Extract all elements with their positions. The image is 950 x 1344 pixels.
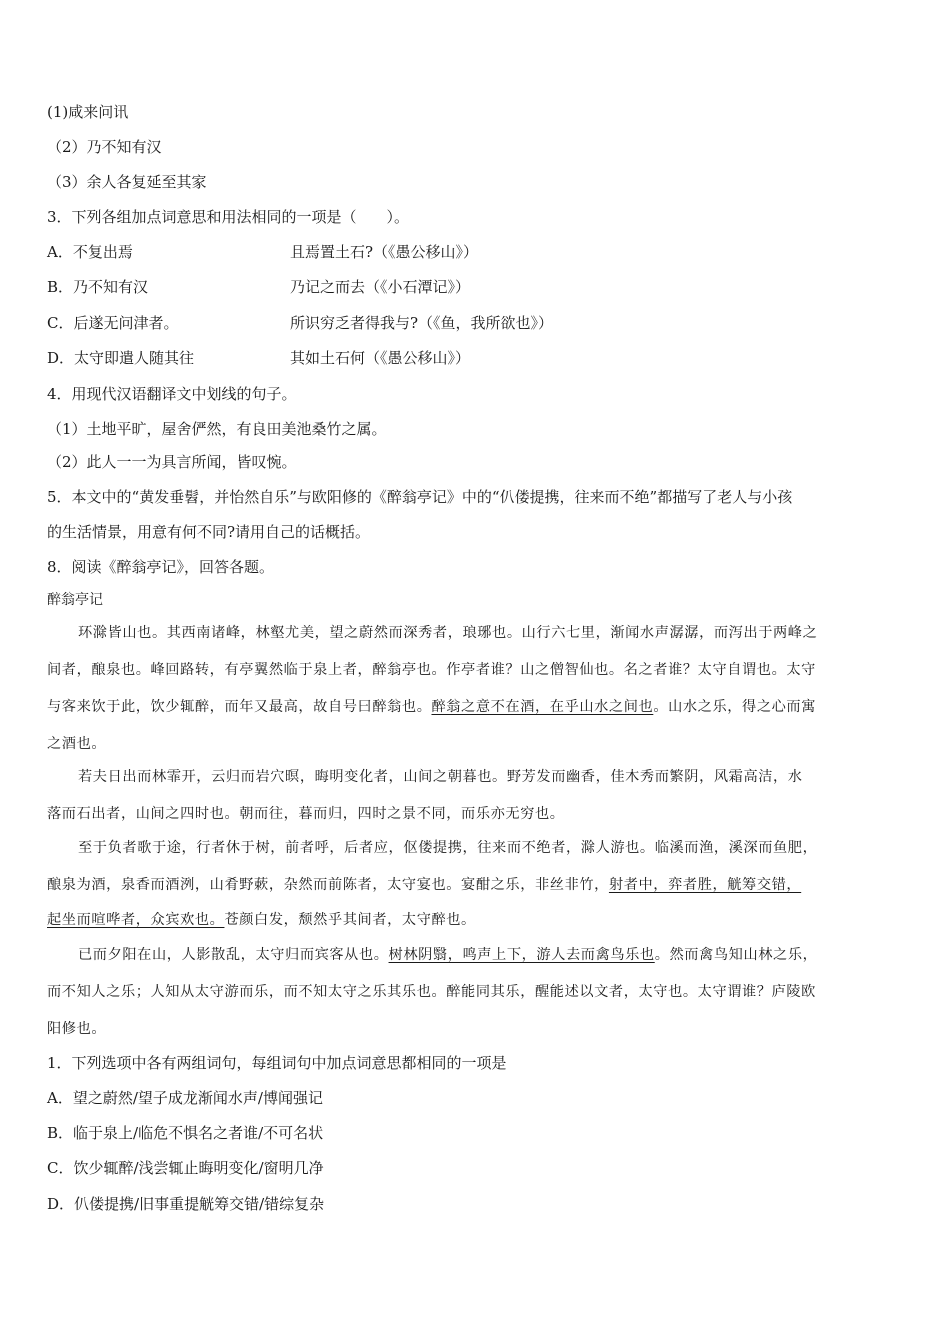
q3-option-a xyxy=(47,242,479,262)
passage-p1-line-3 xyxy=(47,697,816,717)
q8-1-option-a: A．望之蔚然/望子成龙渐闻水声/博闻强记 xyxy=(47,1089,323,1107)
q3-option-d-label: D．太守即遣人随其往 xyxy=(47,349,195,367)
passage-p4-text-tail: 。然而禽鸟知山林之乐， xyxy=(654,947,818,963)
q8-stem: 8．阅读《醉翁亭记》，回答各题。 xyxy=(47,558,275,576)
q2-item-1: (1)咸来问讯 xyxy=(47,103,129,121)
passage-p2-line-1: 若夫日出而林霏开，云归而岩穴暝，晦明变化者，山间之朝暮也。野芳发而幽香，佳木秀而繁阴，风霜高洁，水 xyxy=(78,769,803,785)
passage-p1-line-4: 之酒也。 xyxy=(47,736,107,752)
underlined-sentence-2b: 起坐而喧哗者，众宾欢也。 xyxy=(47,912,225,928)
passage-title: 醉翁亭记 xyxy=(47,592,103,608)
passage-p3-line-2 xyxy=(47,875,801,895)
q3-option-a-label: A．不复出焉 xyxy=(47,243,133,261)
underlined-sentence-3: 树林阴翳，鸣声上下，游人去而禽鸟乐也 xyxy=(388,947,655,963)
q3-option-c xyxy=(47,313,554,333)
passage-p1-line-2: 间者，酿泉也。峰回路转，有亭翼然临于泉上者，醉翁亭也。作亭者谁？山之僧智仙也。名之者谁？太守自谓也。太守 xyxy=(47,662,816,678)
passage-p1-text-tail: 。山水之乐，得之心而寓 xyxy=(653,699,816,715)
q3-option-c-label: C．后遂无问津者。 xyxy=(47,314,179,332)
q3-stem: 3．下列各组加点词意思和用法相同的一项是（ ）。 xyxy=(47,208,410,226)
q5-line-1: 5．本文中的“黄发垂髫，并怡然自乐”与欧阳修的《醉翁亭记》中的“仈偻提携，往来而不绝”都描写了老人与小孩 xyxy=(47,488,793,506)
passage-p2-line-2: 落而石出者，山间之四时也。朝而往，暮而归，四时之景不同，而乐亦无穷也。 xyxy=(47,806,565,822)
underlined-sentence-1: 醉翁之意不在酒，在乎山水之间也 xyxy=(431,699,654,715)
passage-p4-text: 已而夕阳在山，人影散乱，太守归而宾客从也。 xyxy=(78,947,389,963)
q3-option-b-pair: 乃记之而去（《小石潭记》） xyxy=(290,278,471,296)
q4-item-2: （2）此人一一为具言所闻，皆叹惋。 xyxy=(47,453,297,471)
q3-option-b xyxy=(47,277,471,297)
q3-option-a-pair: 且焉置土石?（《愚公移山》） xyxy=(290,243,479,261)
q3-option-b-label: B．乃不知有汉 xyxy=(47,278,149,296)
q4-stem: 4．用现代汉语翻译文中划线的句子。 xyxy=(47,385,297,403)
q2-item-3: （3）余人各复延至其家 xyxy=(47,173,207,191)
passage-p3-line-3 xyxy=(47,910,476,930)
q4-item-1: （1）土地平旷，屋舍俨然，有良田美池桑竹之属。 xyxy=(47,420,387,438)
passage-p3-line-1: 至于负者歌于途，行者休于树，前者呼，后者应，伛偻提携，往来而不绝者，滁人游也。临溪而渔，溪深而鱼肥， xyxy=(78,840,818,856)
passage-p3-text-tail: 苍颜白发，颓然乎其间者，太守醉也。 xyxy=(224,912,476,928)
q3-option-d-pair: 其如土石何（《愚公移山》） xyxy=(290,349,471,367)
passage-p1-line-1: 环滁皆山也。其西南诸峰，林壑尤美，望之蔚然而深秀者，琅琊也。山行六七里，渐闻水声潺潺，而泻出于两峰之 xyxy=(78,625,818,641)
underlined-sentence-2a: 射者中，弈者胜，觥筹交错， xyxy=(608,877,802,893)
q8-1-option-c: C．饮少辄醉/浅尝辄止晦明变化/窗明几净 xyxy=(47,1159,324,1177)
passage-p4-line-2: 而不知人之乐；人知从太守游而乐，而不知太守之乐其乐也。醉能同其乐，醒能述以文者，太守也。太守谓谁？庐陵欧 xyxy=(47,984,816,1000)
q3-option-d xyxy=(47,348,471,368)
passage-p4-line-3: 阳修也。 xyxy=(47,1021,107,1037)
q5-line-2: 的生活情景，用意有何不同?请用自己的话概括。 xyxy=(47,523,371,541)
q8-1-option-b: B．临于泉上/临危不惧名之者谁/不可名状 xyxy=(47,1124,324,1142)
passage-p4-line-1 xyxy=(78,945,817,965)
q8-1-stem: 1．下列选项中各有两组词句，每组词句中加点词意思都相同的一项是 xyxy=(47,1054,507,1072)
q2-item-2: （2）乃不知有汉 xyxy=(47,138,162,156)
q3-option-c-pair: 所识穷乏者得我与?（《鱼，我所欲也》） xyxy=(290,314,554,332)
passage-p3-text: 酿泉为酒，泉香而酒洌，山肴野蔌，杂然而前陈者，太守宴也。宴酣之乐，非丝非竹， xyxy=(47,877,609,893)
q8-1-option-d: D．仈偻提携/旧事重提觥筹交错/错综复杂 xyxy=(47,1195,325,1213)
passage-p1-text: 与客来饮于此，饮少辄醉，而年又最高，故自号曰醉翁也。 xyxy=(47,699,432,715)
